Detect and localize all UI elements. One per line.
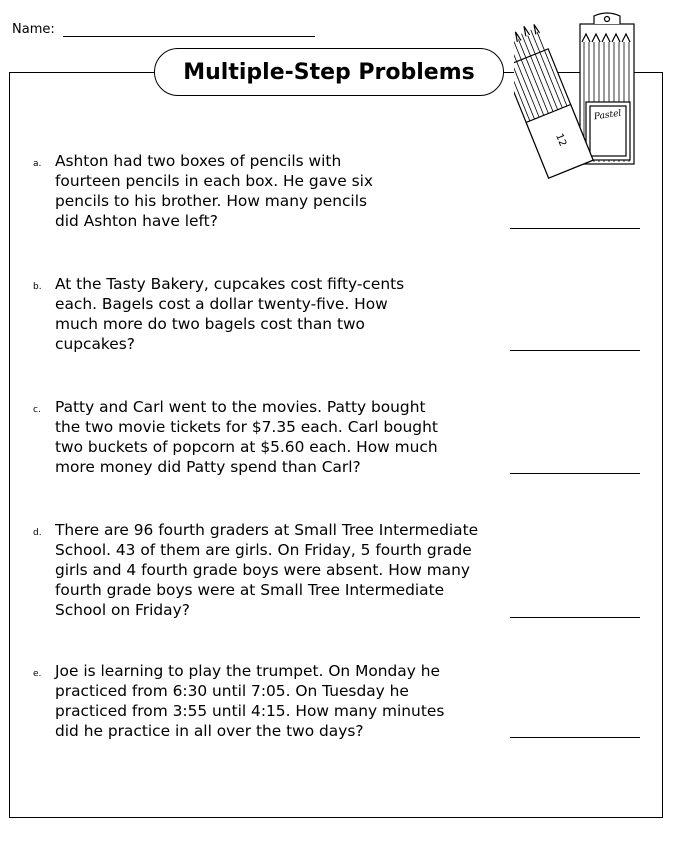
name-label: Name: (12, 22, 55, 37)
problem-text: Ashton had two boxes of pencils with fourteen pencils in each box. He gave six pencils to his brother. How many pencils did Ashton have left? (55, 152, 373, 230)
problem-text: There are 96 fourth graders at Small Tree Intermediate School. 43 of them are girls. On Friday, 5 fourth grade girls and 4 fourth grade boys were absent. How many fourth grade boys were at Small Tree Intermediate School on Friday? (55, 521, 479, 619)
title-banner (154, 48, 504, 96)
answer-line-a[interactable] (510, 228, 640, 229)
answer-line-e[interactable] (510, 737, 640, 738)
problem-text: At the Tasty Bakery, cupcakes cost fifty-cents each. Bagels cost a dollar twenty-five. How much more do two bagels cost than two cupcakes? (55, 275, 405, 353)
problem-letter: c. (33, 405, 41, 415)
problem-text: Patty and Carl went to the movies. Patty bought the two movie tickets for $7.35 each. Carl bought two buckets of popcorn at $5.60 each. How much more money did Patty spend than Carl? (55, 398, 438, 476)
answer-line-b[interactable] (510, 350, 640, 351)
problem-letter: d. (33, 528, 42, 538)
box-label-text: Pastel (593, 108, 622, 123)
name-field[interactable] (63, 36, 315, 37)
problem-text: Joe is learning to play the trumpet. On Monday he practiced from 6:30 until 7:05. On Tuesday he practiced from 3:55 until 4:15. How many minutes did he practice in all over the two days? (55, 662, 445, 740)
problem-letter: b. (33, 282, 42, 292)
answer-line-c[interactable] (510, 473, 640, 474)
box-count-text: 12 (553, 132, 569, 149)
problem-letter: a. (33, 159, 42, 169)
colored-pencil-box-icon (514, 12, 638, 182)
problem-letter: e. (33, 669, 42, 679)
answer-line-d[interactable] (510, 617, 640, 618)
page-title: Multiple-Step Problems (183, 59, 475, 85)
